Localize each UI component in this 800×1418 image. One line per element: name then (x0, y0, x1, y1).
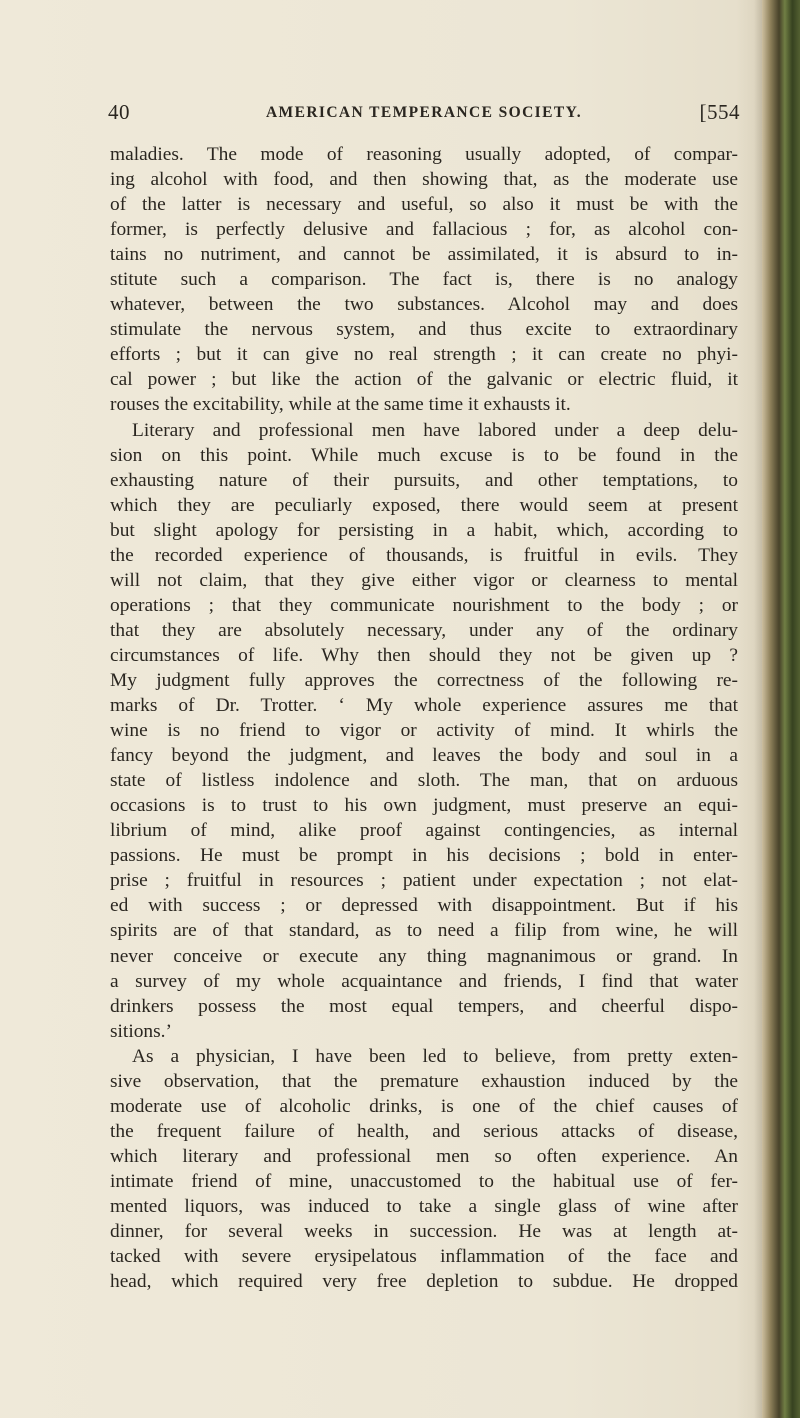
text-line: never conceive or execute any thing magnanimous or grand. In (110, 945, 738, 967)
text-line: marks of Dr. Trotter. ‘ My whole experience assures me that (110, 695, 738, 717)
folio-reference: [554 (699, 100, 740, 124)
text-line: whatever, between the two substances. Alcohol may and does (110, 294, 738, 316)
text-line: ed with success ; or depressed with disappointment. But if his (110, 895, 738, 917)
text-line: moderate use of alcoholic drinks, is one of the chief causes of (110, 1095, 738, 1117)
text-line: drinkers possess the most equal tempers, and cheerful dispo- (110, 995, 738, 1017)
text-line: exhausting nature of their pursuits, and other temptations, to (110, 469, 738, 491)
text-line: but slight apology for persisting in a habit, which, according to (110, 519, 738, 541)
body-text (110, 142, 738, 1294)
text-line: operations ; that they communicate nourishment to the body ; or (110, 594, 738, 616)
text-line: passions. He must be prompt in his decisions ; bold in enter- (110, 845, 738, 867)
text-line: which they are peculiarly exposed, there would seem at present (110, 494, 738, 516)
text-line: My judgment fully approves the correctness of the following re- (110, 669, 738, 691)
text-line: stimulate the nervous system, and thus excite to extraordinary (110, 319, 738, 341)
text-line: ing alcohol with food, and then showing that, as the moderate use (110, 169, 738, 191)
paragraph-start-line: Literary and professional men have labored under a deep delu- (132, 419, 738, 441)
text-line: sive observation, that the premature exhaustion induced by the (110, 1070, 738, 1092)
text-line: efforts ; but it can give no real strength ; it can create no phyi- (110, 344, 738, 366)
text-line: sion on this point. While much excuse is to be found in the (110, 444, 738, 466)
text-line: head, which required very free depletion to subdue. He dropped (110, 1271, 738, 1293)
running-header (108, 100, 740, 134)
text-line: stitute such a comparison. The fact is, there is no analogy (110, 269, 738, 291)
text-line: will not claim, that they give either vigor or clearness to mental (110, 569, 738, 591)
text-line: spirits are of that standard, as to need a filip from wine, he will (110, 920, 738, 942)
text-line: fancy beyond the judgment, and leaves the body and soul in a (110, 745, 738, 767)
text-line: mented liquors, was induced to take a single glass of wine after (110, 1195, 738, 1217)
text-line: state of listless indolence and sloth. The man, that on arduous (110, 770, 738, 792)
text-line: which literary and professional men so often experience. An (110, 1145, 738, 1167)
text-line: cal power ; but like the action of the galvanic or electric fluid, it (110, 369, 738, 391)
text-line: the recorded experience of thousands, is fruitful in evils. They (110, 544, 738, 566)
text-line: a survey of my whole acquaintance and friends, I find that water (110, 970, 738, 992)
text-line: wine is no friend to vigor or activity of mind. It whirls the (110, 720, 738, 742)
text-line: intimate friend of mine, unaccustomed to the habitual use of fer- (110, 1170, 738, 1192)
text-line: dinner, for several weeks in succession. He was at length at- (110, 1221, 738, 1243)
page-edge-binding (762, 0, 800, 1418)
text-line: that they are absolutely necessary, under any of the ordinary (110, 619, 738, 641)
text-line: sitions.’ (110, 1020, 172, 1042)
text-line: of the latter is necessary and useful, so also it must be with the (110, 194, 738, 216)
text-line: tacked with severe erysipelatous inflammation of the face and (110, 1246, 738, 1268)
text-line: librium of mind, alike proof against contingencies, as internal (110, 820, 738, 842)
running-title: AMERICAN TEMPERANCE SOCIETY. (265, 104, 583, 121)
text-line: occasions is to trust to his own judgment, must preserve an equi- (110, 795, 738, 817)
page-number: 40 (108, 100, 130, 124)
text-line: circumstances of life. Why then should they not be given up ? (110, 644, 738, 666)
text-line: maladies. The mode of reasoning usually adopted, of compar- (110, 144, 738, 165)
text-line: rouses the excitability, while at the same time it exhausts it. (110, 394, 571, 416)
text-line: prise ; fruitful in resources ; patient under expectation ; not elat- (110, 870, 738, 892)
text-line: former, is perfectly delusive and fallacious ; for, as alcohol con- (110, 219, 738, 241)
text-line: tains no nutriment, and cannot be assimilated, it is absurd to in- (110, 244, 738, 266)
paragraph-start-line: As a physician, I have been led to believe, from pretty exten- (132, 1045, 738, 1067)
text-line: the frequent failure of health, and serious attacks of disease, (110, 1120, 738, 1142)
